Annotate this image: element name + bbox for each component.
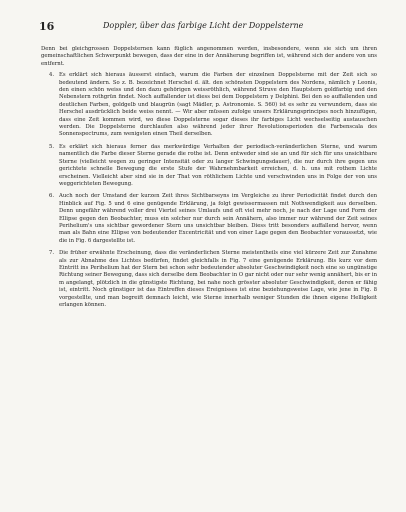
paragraph-number: 5. bbox=[49, 143, 55, 150]
paragraph-text: Die früher erwähnte Erscheinung, dass die veränderlichen Sterne meistentheils eine viel kürzere Zeit zur Zunahme als zur Abnahme des Lichtes bedürfen, findet gleichfalls in Fig. 7 eine genügende Erklärung. Bis kurz vor dem Eintritt ins Perihelium hat der Stern bei schon sehr bedeutender absoluter Geschwindigkeit noch eine so ungünstige Richtung seiner Bewegung, dass sich derselbe dem Beobachter in O gar nicht oder nur sehr wenig annähert, bis er in m angelangt, plötzlich in die günstigste Richtung, bei nahe noch grösster absoluter Geschwindigkeit, deren er fähig ist, eintritt. Noch günstiger ist das Eintreffen dieses Ereignisses ist eine beziehungsweise Lage, wie jene in Fig. 8 vorgestellte, und man begreift demnach leicht, wie Sterne innerhalb weniger Stunden die ihnen eigene Helligkeit erlangen können. bbox=[59, 250, 377, 308]
paragraph-text: Auch noch der Umstand der kurzen Zeit ihres Sichtbarseyns im Vergleiche zu ihrer Periodicität findet durch den Hinblick auf Fig. 5 und 6 eine genügende Erklärung, ja folgt gewissermassen mit Nothwendigkeit aus derselben. Denn ungefähr während voller drei Viertel seines Umlaufs und oft viel mehr noch, je nach der Lage und Form der Ellipse gegen den Beobachter, muss ein solcher nur durch sein Annähern, also immer nur während der Zeit seines Perihelium's uns sichtbar gewordener Stern uns unsichtbar bleiben. Diess tritt besonders auffallend hervor, wenn man als Bahn eine Ellipse von bedeutender Excentricität und von einer Lage gegen den Beobachter voraussetzt, wie die in Fig. 6 dargestellte ist. bbox=[59, 193, 377, 244]
paragraph-number: 6. bbox=[49, 193, 55, 200]
page-number: 16 bbox=[39, 20, 55, 33]
paragraph-number: 7. bbox=[49, 250, 55, 257]
numbered-paragraph-6 bbox=[41, 193, 377, 245]
numbered-paragraph-4 bbox=[41, 72, 377, 139]
page-header bbox=[39, 20, 379, 36]
running-title: Doppler, über das farbige Licht der Doppelsterne bbox=[103, 21, 304, 30]
numbered-paragraph-5 bbox=[41, 144, 377, 188]
paragraph-text: Es erklärt sich hieraus äusserst einfach, warum die Farben der einzelnen Doppelsterne mit der Zeit sich so bedeutend ändern. So z. B. bezeichnet Herschel d. ält. den schönsten Doppelstern des Nordens, nämlich γ Leonis, den einen schön weiss und den dazu gehörigen weissröthlich, während Struve den Hauptstern goldfarbig und den Nebenstern rothgrün findet. Noch auffallender ist diess bei dem Doppelstern γ Delphini. Bei den so auffallenden und deutlichen Farben, goldgelb und blaugrün (sagt Mädler, p. Astronomie. S. 560) ist es sehr zu verwundern, dass sie Herschel ausdrücklich beide weiss nennt. — Wir aber müssen zufolge unsers Erklärungsprincipes noch hinzufügen, dass eine Zeit kommen wird, wo diese Doppelsterne sogar dieses ihr farbiges Licht wechselseitig austauschen werden. Die Doppelsterne durchlaufen also während jeder ihrer Revolutionsperioden die Farbenscala des Sonnenspectrums, zum wenigsten einen Theil derselben. bbox=[59, 72, 377, 138]
intro-paragraph: Denn bei gleichgrossen Doppelsternen kann füglich angenommen werden, insbesondere, wenn sie sich um ihren gemeinschaftlichen Schwerpunkt bewegen, dass der eine in der Annäherung begriffen ist, während sich der andere von uns entfernt. bbox=[41, 46, 377, 67]
body-text bbox=[41, 46, 377, 314]
paragraph-number: 4. bbox=[49, 72, 55, 79]
paragraph-text: Es erklärt sich hieraus ferner das merkwürdige Verhalten der periodisch-veränderlichen Sterne, und warum namentlich die Farbe dieser Sterne gerade die rothe ist. Denn entweder sind sie an und für sich für uns unsichtbare Sterne (vielleicht wegen zu geringer Intensität oder zu langer Schwingungsdauer), die nur durch ihre gegen uns gerichtete schnelle Bewegung die erste Stufe der Wahrnehmbarkeit erreichen, d. h. uns mit rothem Lichte erscheinen. Vielleicht aber sind sie in der That von röthlichem Lichte und verschwinden uns in Folge der von uns weggerichteten Bewegung. bbox=[59, 143, 377, 187]
numbered-paragraph-7 bbox=[41, 250, 377, 309]
